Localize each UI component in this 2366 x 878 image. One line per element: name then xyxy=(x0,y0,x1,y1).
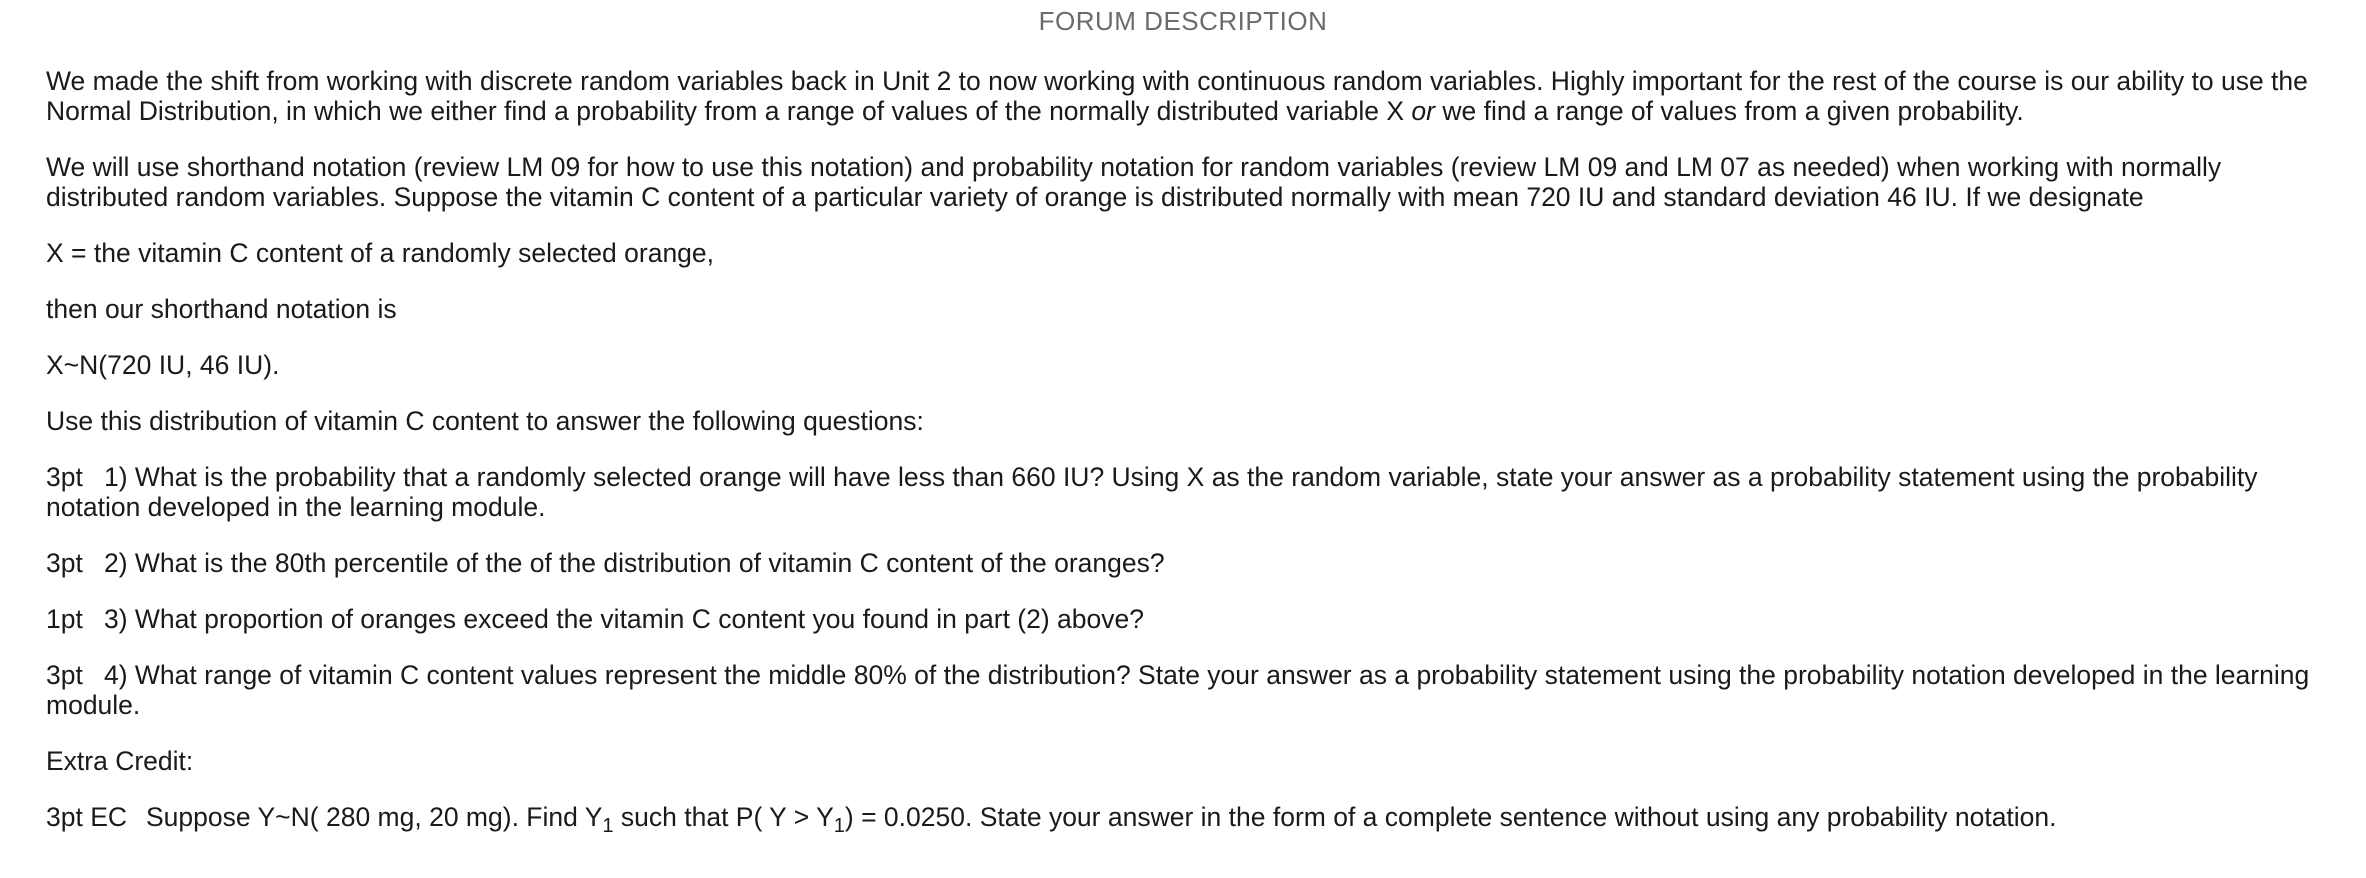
question-points: 3pt xyxy=(46,548,83,578)
forum-description xyxy=(46,66,2346,858)
forum-title: FORUM DESCRIPTION xyxy=(1038,6,1328,36)
intro-text-end: we find a range of values from a given probability. xyxy=(1434,96,2024,126)
extra-credit-heading: Extra Credit: xyxy=(46,746,194,776)
question-points: 1pt xyxy=(46,604,83,634)
intro-paragraph-2: We will use shorthand notation (review LM 09 for how to use this notation) and probability notation for random variables (review LM 09 and LM 07 as needed) when working with normally distributed random variables. Suppose the vitamin C content of a particular variety of orange is distributed normally with mean 720 IU and standard deviation 46 IU. If we designate xyxy=(46,152,2222,212)
variable-definition: X = the vitamin C content of a randomly selected orange, xyxy=(46,238,715,268)
intro-text: We made the shift from working with discrete random variables back in Unit 2 to now working with continuous random variables. Highly important for the rest of the course is our ability to use the Normal Distribution, in which we either find a probability from a range of values of the normally distributed variable X xyxy=(46,66,2308,126)
question-points: 3pt xyxy=(46,462,83,492)
question-3 xyxy=(46,604,2346,634)
ec-text-a: Suppose Y~N( 280 mg, 20 mg). Find Y xyxy=(146,802,603,832)
ec-subscript-2: 1 xyxy=(833,815,845,837)
shorthand-lead: then our shorthand notation is xyxy=(46,294,397,324)
intro-emphasis: or xyxy=(1411,96,1435,126)
intro-paragraph-1 xyxy=(46,66,2346,126)
question-text: 2) What is the 80th percentile of the of the distribution of vitamin C content of the oranges? xyxy=(104,548,1165,578)
question-text: 1) What is the probability that a randomly selected orange will have less than 660 IU? Using X as the random variable, state your answer as a probability statement using the probability notation developed in the learning module. xyxy=(46,462,2258,522)
extra-credit-points: 3pt EC xyxy=(46,802,128,832)
ec-text-c: ) = 0.0250. State your answer in the form of a complete sentence without using any probability notation. xyxy=(844,802,2057,832)
question-points: 3pt xyxy=(46,660,83,690)
instructions: Use this distribution of vitamin C content to answer the following questions: xyxy=(46,406,924,436)
question-text: 3) What proportion of oranges exceed the vitamin C content you found in part (2) above? xyxy=(104,604,1144,634)
shorthand-notation: X~N(720 IU, 46 IU). xyxy=(46,350,280,380)
extra-credit-question xyxy=(46,802,2346,837)
question-2 xyxy=(46,548,2346,578)
question-text: 4) What range of vitamin C content values represent the middle 80% of the distribution? State your answer as a probability statement using the probability notation developed in the learning module. xyxy=(46,660,2310,720)
ec-subscript-1: 1 xyxy=(602,815,614,837)
ec-text-b: such that P( Y > Y xyxy=(613,802,834,832)
question-1 xyxy=(46,462,2346,522)
question-4 xyxy=(46,660,2346,720)
